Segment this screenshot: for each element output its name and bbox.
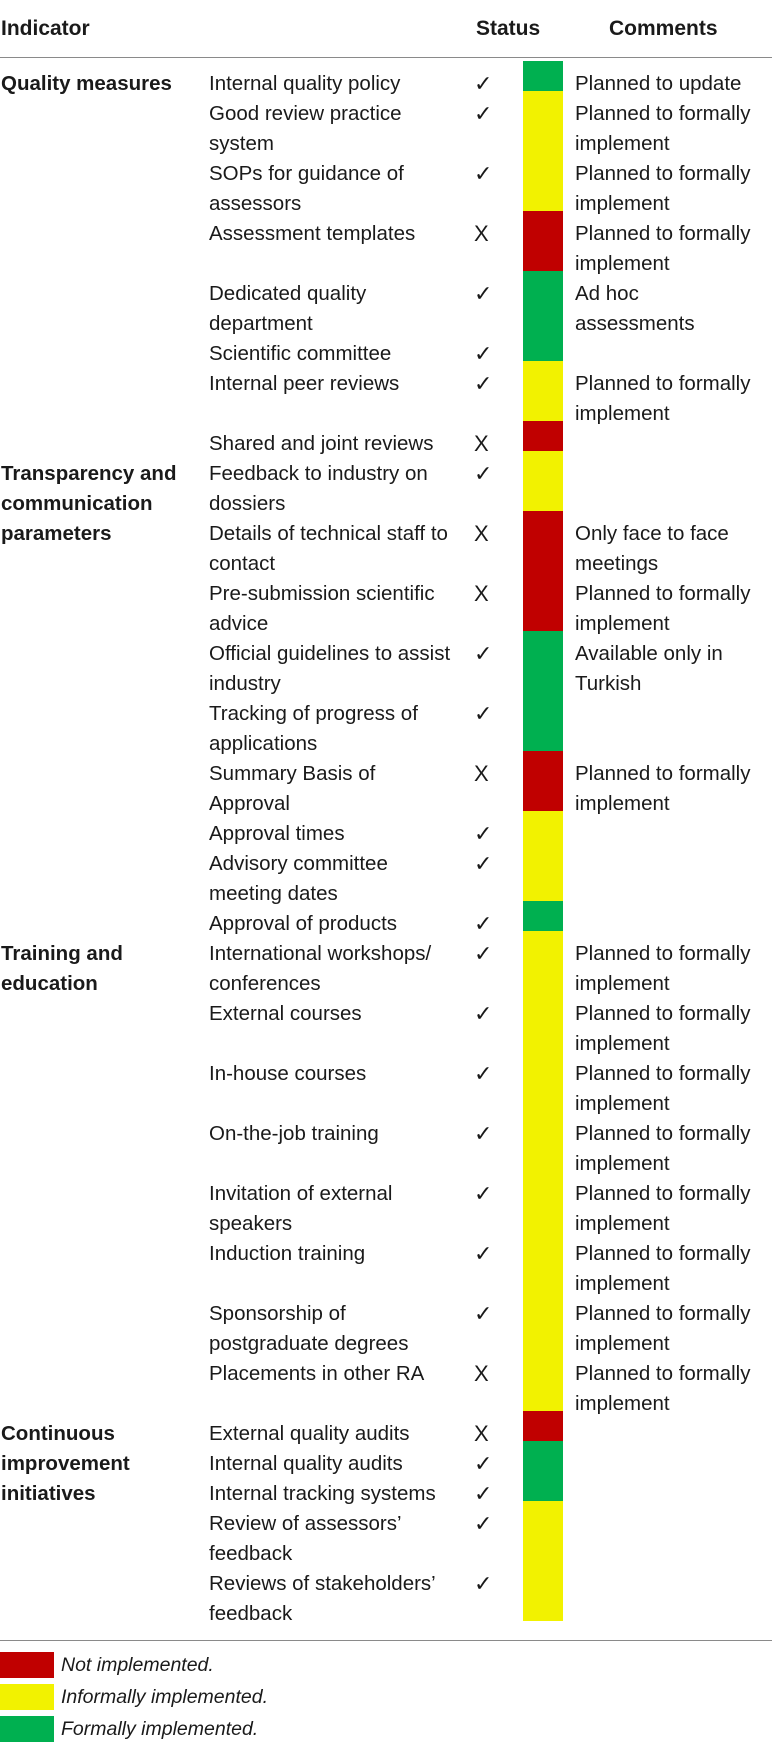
comment-text: implement <box>575 1332 670 1355</box>
status-bar-segment <box>523 1501 563 1561</box>
comment-text: implement <box>575 132 670 155</box>
comment-text: Planned to formally <box>575 1062 751 1085</box>
status-mark: ✓ <box>474 911 493 936</box>
status-bar-segment <box>523 1411 563 1441</box>
indicator-text: Internal quality policy <box>209 72 401 95</box>
comment-text: implement <box>575 252 670 275</box>
indicator-text: External quality audits <box>209 1422 410 1445</box>
comment-text: Planned to formally <box>575 1302 751 1325</box>
status-mark: ✓ <box>474 1241 493 1266</box>
indicator-text: Sponsorship of <box>209 1302 346 1325</box>
status-bar-segment <box>523 1111 563 1171</box>
indicator-text: Scientific committee <box>209 342 392 365</box>
status-mark: ✓ <box>474 371 493 396</box>
category-label: Quality measures <box>1 72 172 95</box>
status-mark: X <box>474 1361 489 1386</box>
status-bar-segment <box>523 61 563 91</box>
status-bar-segment <box>523 1351 563 1411</box>
legend-label: Informally implemented. <box>61 1686 268 1708</box>
status-header: Status <box>476 17 541 40</box>
status-mark: ✓ <box>474 851 493 876</box>
status-bar-segment <box>523 571 563 631</box>
status-bar-segment <box>523 451 563 511</box>
indicator-text: Assessment templates <box>209 222 416 245</box>
status-bar-segment <box>523 1471 563 1501</box>
status-mark: ✓ <box>474 641 493 666</box>
indicator-text: Internal peer reviews <box>209 372 400 395</box>
status-mark: ✓ <box>474 461 493 486</box>
comment-text: Planned to formally <box>575 1182 751 1205</box>
status-mark: ✓ <box>474 161 493 186</box>
comment-text: Planned to formally <box>575 762 751 785</box>
indicator-text: Invitation of external <box>209 1182 393 1205</box>
status-bar-segment <box>523 331 563 361</box>
status-mark: ✓ <box>474 1571 493 1596</box>
status-bar-segment <box>523 1231 563 1291</box>
status-mark: ✓ <box>474 341 493 366</box>
indicator-text: dossiers <box>209 492 286 515</box>
indicator-text: Feedback to industry on <box>209 462 428 485</box>
comment-text: Planned to formally <box>575 222 751 245</box>
indicator-text: Internal tracking systems <box>209 1482 436 1505</box>
indicator-text: Tracking of progress of <box>209 702 418 725</box>
status-mark: ✓ <box>474 1451 493 1476</box>
comment-text: assessments <box>575 312 695 335</box>
status-bar-segment <box>523 691 563 751</box>
status-mark: X <box>474 431 489 456</box>
status-bar-segment <box>523 361 563 421</box>
indicator-text: Approval <box>209 792 290 815</box>
legend-label: Not implemented. <box>61 1654 214 1676</box>
footer-rule <box>0 1640 772 1641</box>
indicator-text: Pre-submission scientific <box>209 582 435 605</box>
status-mark: ✓ <box>474 701 493 726</box>
status-bar-segment <box>523 901 563 931</box>
indicator-text: postgraduate degrees <box>209 1332 409 1355</box>
status-mark: ✓ <box>474 1301 493 1326</box>
category-label: education <box>1 972 98 995</box>
comment-text: Planned to formally <box>575 1122 751 1145</box>
indicator-text: Details of technical staff to <box>209 522 448 545</box>
comment-text: implement <box>575 402 670 425</box>
status-bar-segment <box>523 811 563 841</box>
status-bar-segment <box>523 631 563 691</box>
category-label: initiatives <box>1 1482 96 1505</box>
status-mark: X <box>474 581 489 606</box>
category-label: Training and <box>1 942 123 965</box>
legend-swatch <box>0 1684 54 1710</box>
status-bar-segment <box>523 421 563 451</box>
status-mark: ✓ <box>474 101 493 126</box>
indicator-text: industry <box>209 672 281 695</box>
legend-swatch <box>0 1716 54 1742</box>
comment-text: implement <box>575 1032 670 1055</box>
legend-label: Formally implemented. <box>61 1718 259 1740</box>
comment-text: implement <box>575 792 670 815</box>
indicator-text: feedback <box>209 1542 293 1565</box>
indicator-header: Indicator <box>1 17 90 40</box>
indicator-text: feedback <box>209 1602 293 1625</box>
indicator-text: Approval times <box>209 822 345 845</box>
status-bar-segment <box>523 1441 563 1471</box>
indicator-text: speakers <box>209 1212 293 1235</box>
indicator-text: Dedicated quality <box>209 282 367 305</box>
indicator-text: Summary Basis of <box>209 762 376 785</box>
indicator-text: department <box>209 312 313 335</box>
status-mark: ✓ <box>474 71 493 96</box>
status-bar-segment <box>523 151 563 211</box>
comment-text: Planned to formally <box>575 582 751 605</box>
status-mark: ✓ <box>474 1061 493 1086</box>
header-rule <box>0 57 772 58</box>
status-bar-segment <box>523 751 563 811</box>
category-label: Continuous <box>1 1422 115 1445</box>
status-bar-segment <box>523 91 563 151</box>
status-bar-segment <box>523 271 563 331</box>
indicator-text: International workshops/ <box>209 942 432 965</box>
status-mark: ✓ <box>474 281 493 306</box>
status-mark: X <box>474 761 489 786</box>
comment-text: Planned to formally <box>575 372 751 395</box>
category-label: communication <box>1 492 153 515</box>
comment-text: Planned to update <box>575 72 742 95</box>
comment-text: Only face to face <box>575 522 729 545</box>
indicator-text: SOPs for guidance of <box>209 162 404 185</box>
comment-text: implement <box>575 1212 670 1235</box>
indicator-text: Advisory committee <box>209 852 388 875</box>
comment-text: meetings <box>575 552 659 575</box>
status-bar-segment <box>523 211 563 271</box>
status-mark: ✓ <box>474 1181 493 1206</box>
comment-text: Available only in <box>575 642 723 665</box>
status-bar-segment <box>523 1561 563 1621</box>
status-mark: ✓ <box>474 1121 493 1146</box>
category-label: improvement <box>1 1452 130 1475</box>
indicator-text: contact <box>209 552 276 575</box>
indicator-text: system <box>209 132 274 155</box>
indicator-text: On-the-job training <box>209 1122 379 1145</box>
comment-text: implement <box>575 612 670 635</box>
status-mark: ✓ <box>474 1481 493 1506</box>
indicator-text: Shared and joint reviews <box>209 432 434 455</box>
indicator-text: applications <box>209 732 318 755</box>
status-bar-segment <box>523 991 563 1051</box>
comment-text: Planned to formally <box>575 942 751 965</box>
comment-text: Planned to formally <box>575 162 751 185</box>
indicator-text: Official guidelines to assist <box>209 642 451 665</box>
indicator-text: advice <box>209 612 269 635</box>
indicator-text: Good review practice <box>209 102 402 125</box>
comment-text: Planned to formally <box>575 1002 751 1025</box>
status-mark: X <box>474 1421 489 1446</box>
category-label: parameters <box>1 522 112 545</box>
indicator-text: External courses <box>209 1002 362 1025</box>
status-mark: ✓ <box>474 941 493 966</box>
status-mark: ✓ <box>474 821 493 846</box>
status-bar-segment <box>523 841 563 901</box>
status-bar-segment <box>523 1171 563 1231</box>
status-mark: X <box>474 221 489 246</box>
comment-text: implement <box>575 1152 670 1175</box>
indicator-text: conferences <box>209 972 321 995</box>
category-label: Transparency and <box>1 462 177 485</box>
comment-text: implement <box>575 192 670 215</box>
indicator-text: Review of assessors’ <box>209 1512 402 1535</box>
legend-swatch <box>0 1652 54 1678</box>
comment-text: implement <box>575 1092 670 1115</box>
status-bar-segment <box>523 931 563 991</box>
comment-text: Ad hoc <box>575 282 639 305</box>
comment-text: Turkish <box>575 672 642 695</box>
comment-text: implement <box>575 1392 670 1415</box>
comments-header: Comments <box>609 17 718 40</box>
comment-text: Planned to formally <box>575 1242 751 1265</box>
indicator-text: Induction training <box>209 1242 366 1265</box>
status-mark: ✓ <box>474 1001 493 1026</box>
indicator-text: meeting dates <box>209 882 338 905</box>
indicator-text: Reviews of stakeholders’ <box>209 1572 436 1595</box>
indicator-text: assessors <box>209 192 302 215</box>
comment-text: implement <box>575 1272 670 1295</box>
status-bar-segment <box>523 1291 563 1351</box>
indicator-text: Approval of products <box>209 912 398 935</box>
comment-text: Planned to formally <box>575 1362 751 1385</box>
indicator-text: In-house courses <box>209 1062 367 1085</box>
table-header <box>0 0 772 57</box>
indicator-text: Placements in other RA <box>209 1362 425 1385</box>
status-bar-segment <box>523 1051 563 1111</box>
status-bar-segment <box>523 511 563 571</box>
status-mark: ✓ <box>474 1511 493 1536</box>
comment-text: implement <box>575 972 670 995</box>
comment-text: Planned to formally <box>575 102 751 125</box>
indicator-text: Internal quality audits <box>209 1452 403 1475</box>
status-mark: X <box>474 521 489 546</box>
